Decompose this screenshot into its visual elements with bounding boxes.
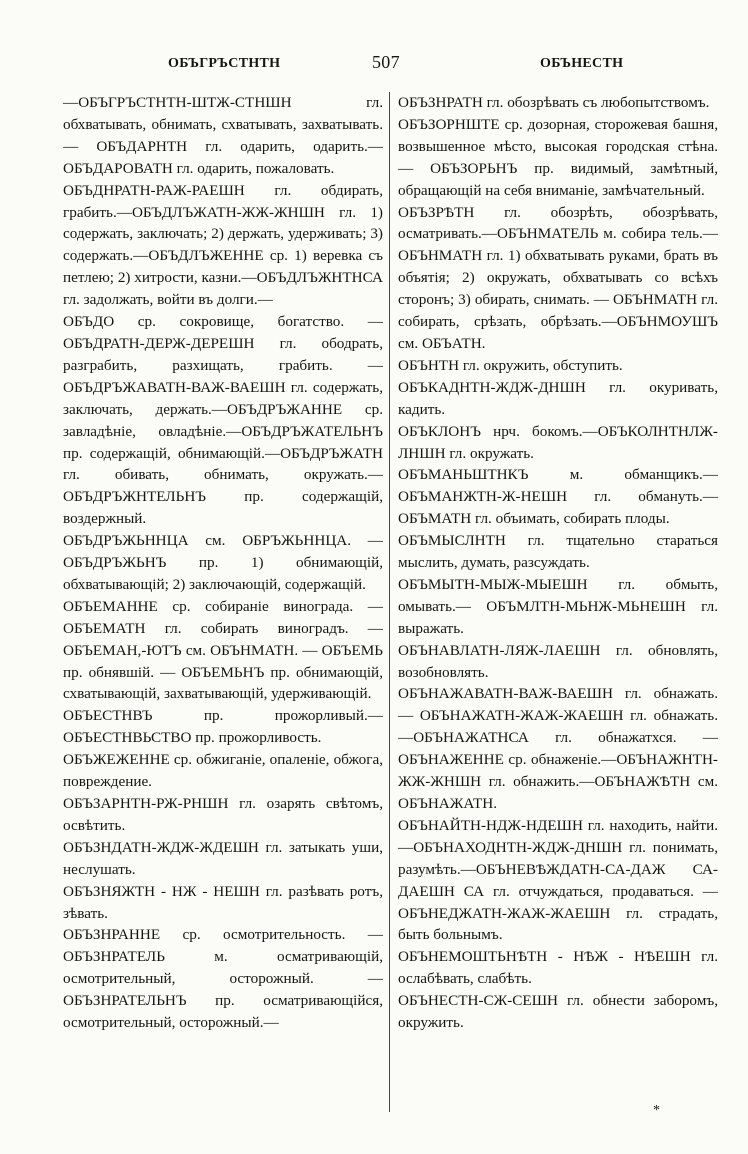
dictionary-entry: ОБЪНАЖАВАТН-ВАЖ-ВАЕШН гл. обнажать. — ОБЪНАЖАТН-ЖАЖ-ЖАЕШН гл. обнажать.—ОБЪНАЖАТНСА гл. обнажатхся. — ОБЪНАЖЕННЕ ср. обнаженіе.—ОБЪНАЖНТН-ЖЖ-ЖНШН гл. обнажить.—ОБЪНАЖѢТН см. ОБЪНАЖАТН. [398,685,718,812]
dictionary-entry: ОБЪДО ср. сокровище, богатство. — ОБЪДРАТН-ДЕРЖ-ДЕРЕШН гл. ободрать, разграбить, разхищать, грабить. — ОБЪДРЪЖАВАТН-ВАЖ-ВАЕШН гл. содержать, заключать, держать.—ОБЪДРЪЖАННЕ ср. завладѣніе, овладѣніе.—ОБЪДРЪЖАТЕЛЬНЪ пр. содержащій, обнимающій.—ОБЪДРЪЖАТН гл. обивать, обнимать, окружать.—ОБЪДРЪЖНТЕЛЬНЪ пр. содержащій, воздержный. [63,313,383,528]
dictionary-entry: ОБЪЗОРНШТЕ ср. дозорная, сторожевая башня, возвышенное мѣсто, высокая городская стѣна. — ОБЪЗОРЬНЪ пр. видимый, замѣтный, обращающій на себя вниманіе, замѣчательный. [398,115,718,199]
dictionary-entry: —ОБЪГРЪСТНТН-ШТЖ-СТНШН гл. обхватывать, обнимать, схватывать, захватывать. — ОБЪДАРНТН гл. одарить, одарить.—ОБЪДАРОВАТН гл. одарить, пожаловать. [63,94,383,177]
running-head-left: ОБЪГРЪСТНТН [168,56,281,71]
dictionary-entry: ОБЪМЫТН-МЫЖ-МЫЕШН гл. обмыть, омывать.— ОБЪМЛТН-МЬНЖ-МЬНЕШН гл. выражать. [398,575,718,637]
dictionary-entry: ОБЪЕСТНВЪ пр. прожорливый.—ОБЪЕСТНВЬСТВО пр. прожорливость. [63,707,383,747]
left-column [63,92,383,1034]
dictionary-entry: ОБЪЗНРАННЕ ср. осмотрительность. — ОБЪЗНРАТЕЛЬ м. осматривающій, осмотрительный, осторожный. — ОБЪЗНРАТЕЛЬНЪ пр. осматривающійся, осмотрительный, осторожный.— [63,926,383,1032]
dictionary-entry: ОБЪКЛОНЪ нрч. бокомъ.—ОБЪКОЛНТНЛЖ-ЛНШН гл. окружать. [398,422,718,462]
page-number: 507 [372,52,400,72]
dictionary-entry: ОБЪЕМАННЕ ср. собираніе винограда. —ОБЪЕМАТН гл. собирать виноградъ. — ОБЪЕМАН,-ЮТЪ см. ОБЪНМАТН. — ОБЪЕМЬ пр. обнявшій. — ОБЪЕМЬНЪ пр. обнимающій, схватывающій, захватывающій, удерживающій. [63,597,383,703]
column-divider [389,92,390,1112]
dictionary-entry: ОБЪЗНРАТН гл. обозрѣвать съ любопытствомъ. [398,94,710,111]
dictionary-entry: ОБЪЗНДАТН-ЖДЖ-ЖДЕШН гл. затыкать уши, неслушать. [63,838,383,878]
right-column [398,92,718,1034]
dictionary-entry: ОБЪЗРѢТН гл. обозрѣть, обозрѣвать, осматривать.—ОБЪНМАТЕЛЬ м. собира тель.—ОБЪНМАТН гл. 1) обхватывать руками, брать въ объятія; 2) окружать, обхватывать со всѣхъ сторонъ; 3) обирать, снимать. — ОБЪНМАТН гл. собирать, срѣзать, обрѣзать.—ОБЪНМОУШЪ см. ОБЪАТН. [398,203,718,352]
footer-mark: * [653,1103,660,1118]
dictionary-entry: ОБЪЗНЯЖТН - НЖ - НЕШН гл. разѣвать ротъ, зѣвать. [63,882,383,922]
running-head-right: ОБЪНЕСТН [540,56,624,71]
dictionary-entry: ОБЪНАВЛАТН-ЛЯЖ-ЛАЕШН гл. обновлять, возобновлять. [398,641,718,681]
dictionary-entry: ОБЪКАДНТН-ЖДЖ-ДНШН гл. окуривать, кадить. [398,378,718,418]
dictionary-entry: ОБЪНЕСТН-СЖ-СЕШН гл. обнести заборомъ, окружить. [398,992,718,1032]
dictionary-entry: ОБЪНТН гл. окружить, обступить. [398,356,623,374]
dictionary-entry: ОБЪМАНЬШТНКЪ м. обманщикъ.—ОБЪМАНЖТН-Ж-НЕШН гл. обмануть.—ОБЪМАТН гл. объимать, собирать плоды. [398,466,718,528]
dictionary-entry: ОБЪНАЙТН-НДЖ-НДЕШН гл. находить, найти.—ОБЪНАХОДНТН-ЖДЖ-ДНШН гл. понимать, разумѣть.—ОБЪНЕВѢЖДАТН-СА-ДАЖ СА-ДАЕШН СА гл. отчуждаться, продаваться. — ОБЪНЕДЖАТН-ЖАЖ-ЖАЕШН гл. страдать, быть больнымъ. [398,816,718,944]
dictionary-entry: ОБЪМЫСЛНТН гл. тщательно стараться мыслить, думать, разсуждать. [398,532,718,572]
dictionary-entry: ОБЪНЕМОШТЬНѢТН - НѢЖ - НѢЕШН гл. ослабѣвать, слабѣть. [398,948,718,988]
dictionary-entry: ОБЪДНРАТН-РАЖ-РАЕШН гл. обдирать, грабить.—ОБЪДЛЪЖАТН-ЖЖ-ЖНШН гл. 1) содержать, заключать; 2) держать, удерживать; 3) содержать.—ОБЪДЛЪЖЕННЕ ср. 1) веревка съ петлею; 2) хитрости, казни.—ОБЪДЛЪЖНТНСА гл. задолжать, войти въ долги.— [63,181,383,309]
dictionary-entry: ОБЪЗАРНТН-РЖ-РНШН гл. озарять свѣтомъ, освѣтить. [63,795,383,834]
dictionary-entry: ОБЪДРЪЖЬННЦА см. ОБРЪЖЬННЦА. — ОБЪДРЪЖЬНЪ пр. 1) обнимающій, обхватывающій; 2) заключающій, содержащій. [63,532,383,593]
dictionary-entry: ОБЪЖЕЖЕННЕ ср. обжиганіе, опаленіе, обжога, повреждение. [63,751,383,791]
